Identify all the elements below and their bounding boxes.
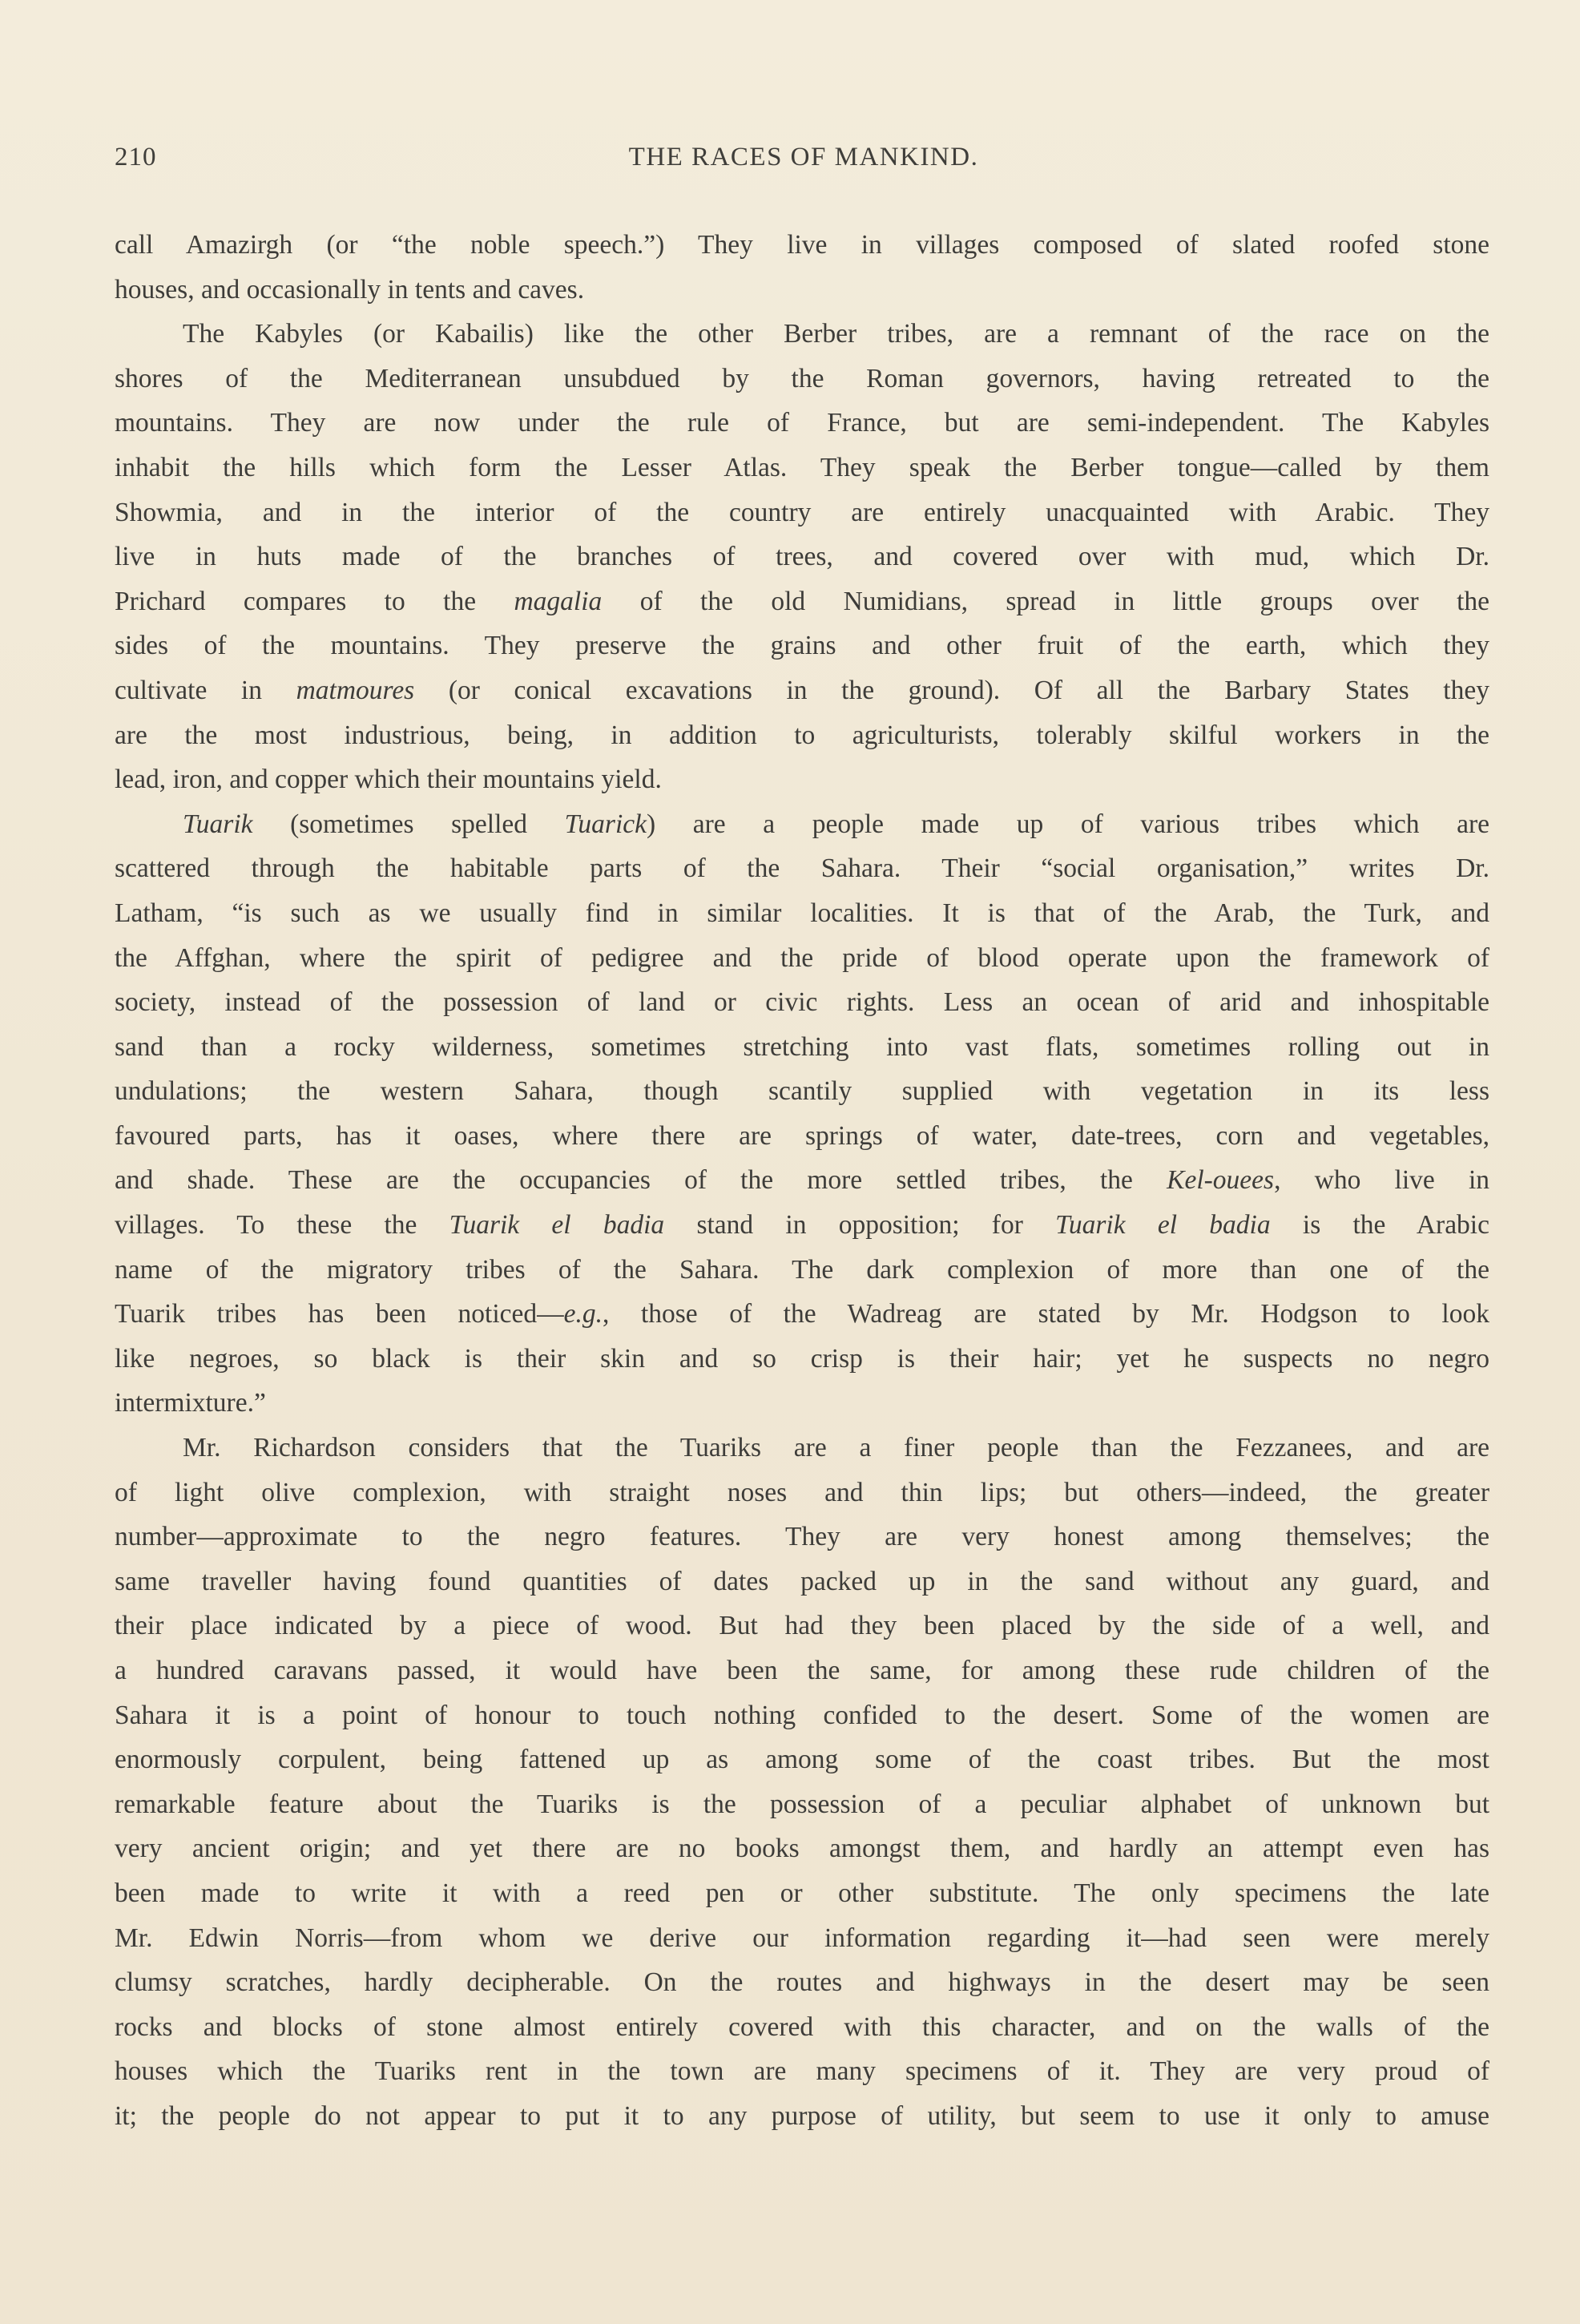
line-text: ) are a people made up of various tribes which are <box>647 809 1489 839</box>
text-line <box>115 1292 1489 1337</box>
text-line: mountains. They are now under the rule of France, but are semi-independent. The Kabyles <box>115 408 1489 438</box>
text-line: are the most industrious, being, in addition to agriculturists, tolerably skilful workers in the <box>115 720 1489 750</box>
line-text: (or conical excavations in the ground). Of all the Barbary States they <box>414 675 1489 705</box>
line-text: villages. To these the <box>115 1210 449 1241</box>
italic-term-tuarik-el-badia: Tuarik el badia <box>449 1210 665 1241</box>
page-number: 210 <box>115 143 157 171</box>
text-line: undulations; the western Sahara, though scantily supplied with vegetation in its less <box>115 1076 1489 1107</box>
text-line: clumsy scratches, hardly decipherable. On the routes and highways in the desert may be seen <box>115 1967 1489 1998</box>
italic-term-magalia: magalia <box>514 586 603 616</box>
text-line: their place indicated by a piece of wood. But had they been placed by the side of a well, and <box>115 1611 1489 1641</box>
text-line: of light olive complexion, with straight noses and thin lips; but others—indeed, the greater <box>115 1477 1489 1507</box>
text-line: call Amazirgh (or “the noble speech.”) They live in villages composed of slated roofed stone <box>115 230 1489 260</box>
text-line: houses, and occasionally in tents and caves. <box>115 274 585 305</box>
text-line: Showmia, and in the interior of the country are entirely unacquainted with Arabic. They <box>115 497 1489 527</box>
text-line: same traveller having found quantities of dates packed up in the sand without any guard, and <box>115 1566 1489 1596</box>
text-line: live in huts made of the branches of trees, and covered over with mud, which Dr. <box>115 542 1489 572</box>
text-line: society, instead of the possession of land or civic rights. Less an ocean of arid and inhospitable <box>115 987 1489 1018</box>
text-line: scattered through the habitable parts of the Sahara. Their “social organisation,” writes Dr. <box>115 853 1489 884</box>
text-line: very ancient origin; and yet there are no books amongst them, and hardly an attempt even has <box>115 1834 1489 1864</box>
text-line: intermixture.” <box>115 1388 266 1418</box>
text-line: Sahara it is a point of honour to touch nothing confided to the desert. Some of the women are <box>115 1700 1489 1730</box>
line-text: cultivate in <box>115 675 296 705</box>
paragraph-first-line: The Kabyles (or Kabailis) like the other Berber tribes, are a remnant of the race on the <box>183 319 1489 349</box>
text-line <box>115 668 1489 713</box>
paragraph-first-line <box>115 802 1489 847</box>
text-line: name of the migratory tribes of the Sahara. The dark complexion of more than one of the <box>115 1254 1489 1285</box>
italic-term-tuarik: Tuarik <box>183 809 253 839</box>
text-line <box>115 1203 1489 1248</box>
text-line: enormously corpulent, being fattened up as among some of the coast tribes. But the most <box>115 1745 1489 1775</box>
text-line: sand than a rocky wilderness, sometimes stretching into vast flats, sometimes rolling out in <box>115 1031 1489 1062</box>
text-line: Latham, “is such as we usually find in similar localities. It is that of the Arab, the Turk, and <box>115 898 1489 928</box>
line-text: Tuarik tribes has been noticed— <box>115 1299 564 1329</box>
running-title: THE RACES OF MANKIND. <box>628 143 979 171</box>
line-text: , those of the Wadreag are stated by Mr. Hodgson to look <box>603 1299 1489 1329</box>
line-text: is the Arabic <box>1270 1210 1489 1241</box>
line-text: (sometimes spelled <box>252 809 565 839</box>
text-line <box>115 579 1489 624</box>
text-line: rocks and blocks of stone almost entirely covered with this character, and on the walls of the <box>115 2011 1489 2042</box>
italic-term-tuarik-el-badia: Tuarik el badia <box>1055 1210 1271 1241</box>
italic-term-tuarick: Tuarick <box>564 809 647 839</box>
text-line: a hundred caravans passed, it would have been the same, for among these rude children of the <box>115 1656 1489 1685</box>
body-text <box>115 223 1489 2139</box>
text-line: the Affghan, where the spirit of pedigree and the pride of blood operate upon the framework of <box>115 942 1489 973</box>
text-line: it; the people do not appear to put it to any purpose of utility, but seem to use it only to amuse <box>115 2100 1489 2131</box>
line-text: and shade. These are the occupancies of the more settled tribes, the <box>115 1165 1167 1196</box>
line-text: of the old Numidians, spread in little groups over the <box>602 586 1489 616</box>
text-line: number—approximate to the negro features. They are very honest among themselves; the <box>115 1522 1489 1552</box>
paragraph-first-line: Mr. Richardson considers that the Tuariks are a finer people than the Fezzanees, and are <box>183 1433 1489 1463</box>
text-line: been made to write it with a reed pen or other substitute. The only specimens the late <box>115 1878 1489 1908</box>
text-line: favoured parts, has it oases, where there are springs of water, date-trees, corn and vegetables, <box>115 1120 1489 1151</box>
text-line: inhabit the hills which form the Lesser Atlas. They speak the Berber tongue—called by them <box>115 452 1489 482</box>
line-text: Prichard compares to the <box>115 586 514 616</box>
line-text: , who live in <box>1274 1165 1490 1196</box>
text-line: sides of the mountains. They preserve the grains and other fruit of the earth, which they <box>115 631 1489 661</box>
italic-term-matmoures: matmoures <box>296 675 415 705</box>
text-line <box>115 1158 1489 1203</box>
text-line: shores of the Mediterranean unsubdued by the Roman governors, having retreated to the <box>115 363 1489 393</box>
text-line: lead, iron, and copper which their mountains yield. <box>115 765 662 795</box>
italic-abbreviation-eg: e.g. <box>563 1299 603 1329</box>
text-line: remarkable feature about the Tuariks is the possession of a peculiar alphabet of unknown but <box>115 1789 1489 1819</box>
page-header <box>115 143 1493 188</box>
italic-term-kel-ouees: Kel-ouees <box>1167 1165 1275 1196</box>
text-line: houses which the Tuariks rent in the town are many specimens of it. They are very proud of <box>115 2056 1489 2087</box>
text-line: like negroes, so black is their skin and so crisp is their hair; yet he suspects no negro <box>115 1343 1489 1374</box>
line-text: stand in opposition; for <box>664 1210 1056 1241</box>
text-line: Mr. Edwin Norris—from whom we derive our information regarding it—had seen were merely <box>115 1923 1489 1953</box>
